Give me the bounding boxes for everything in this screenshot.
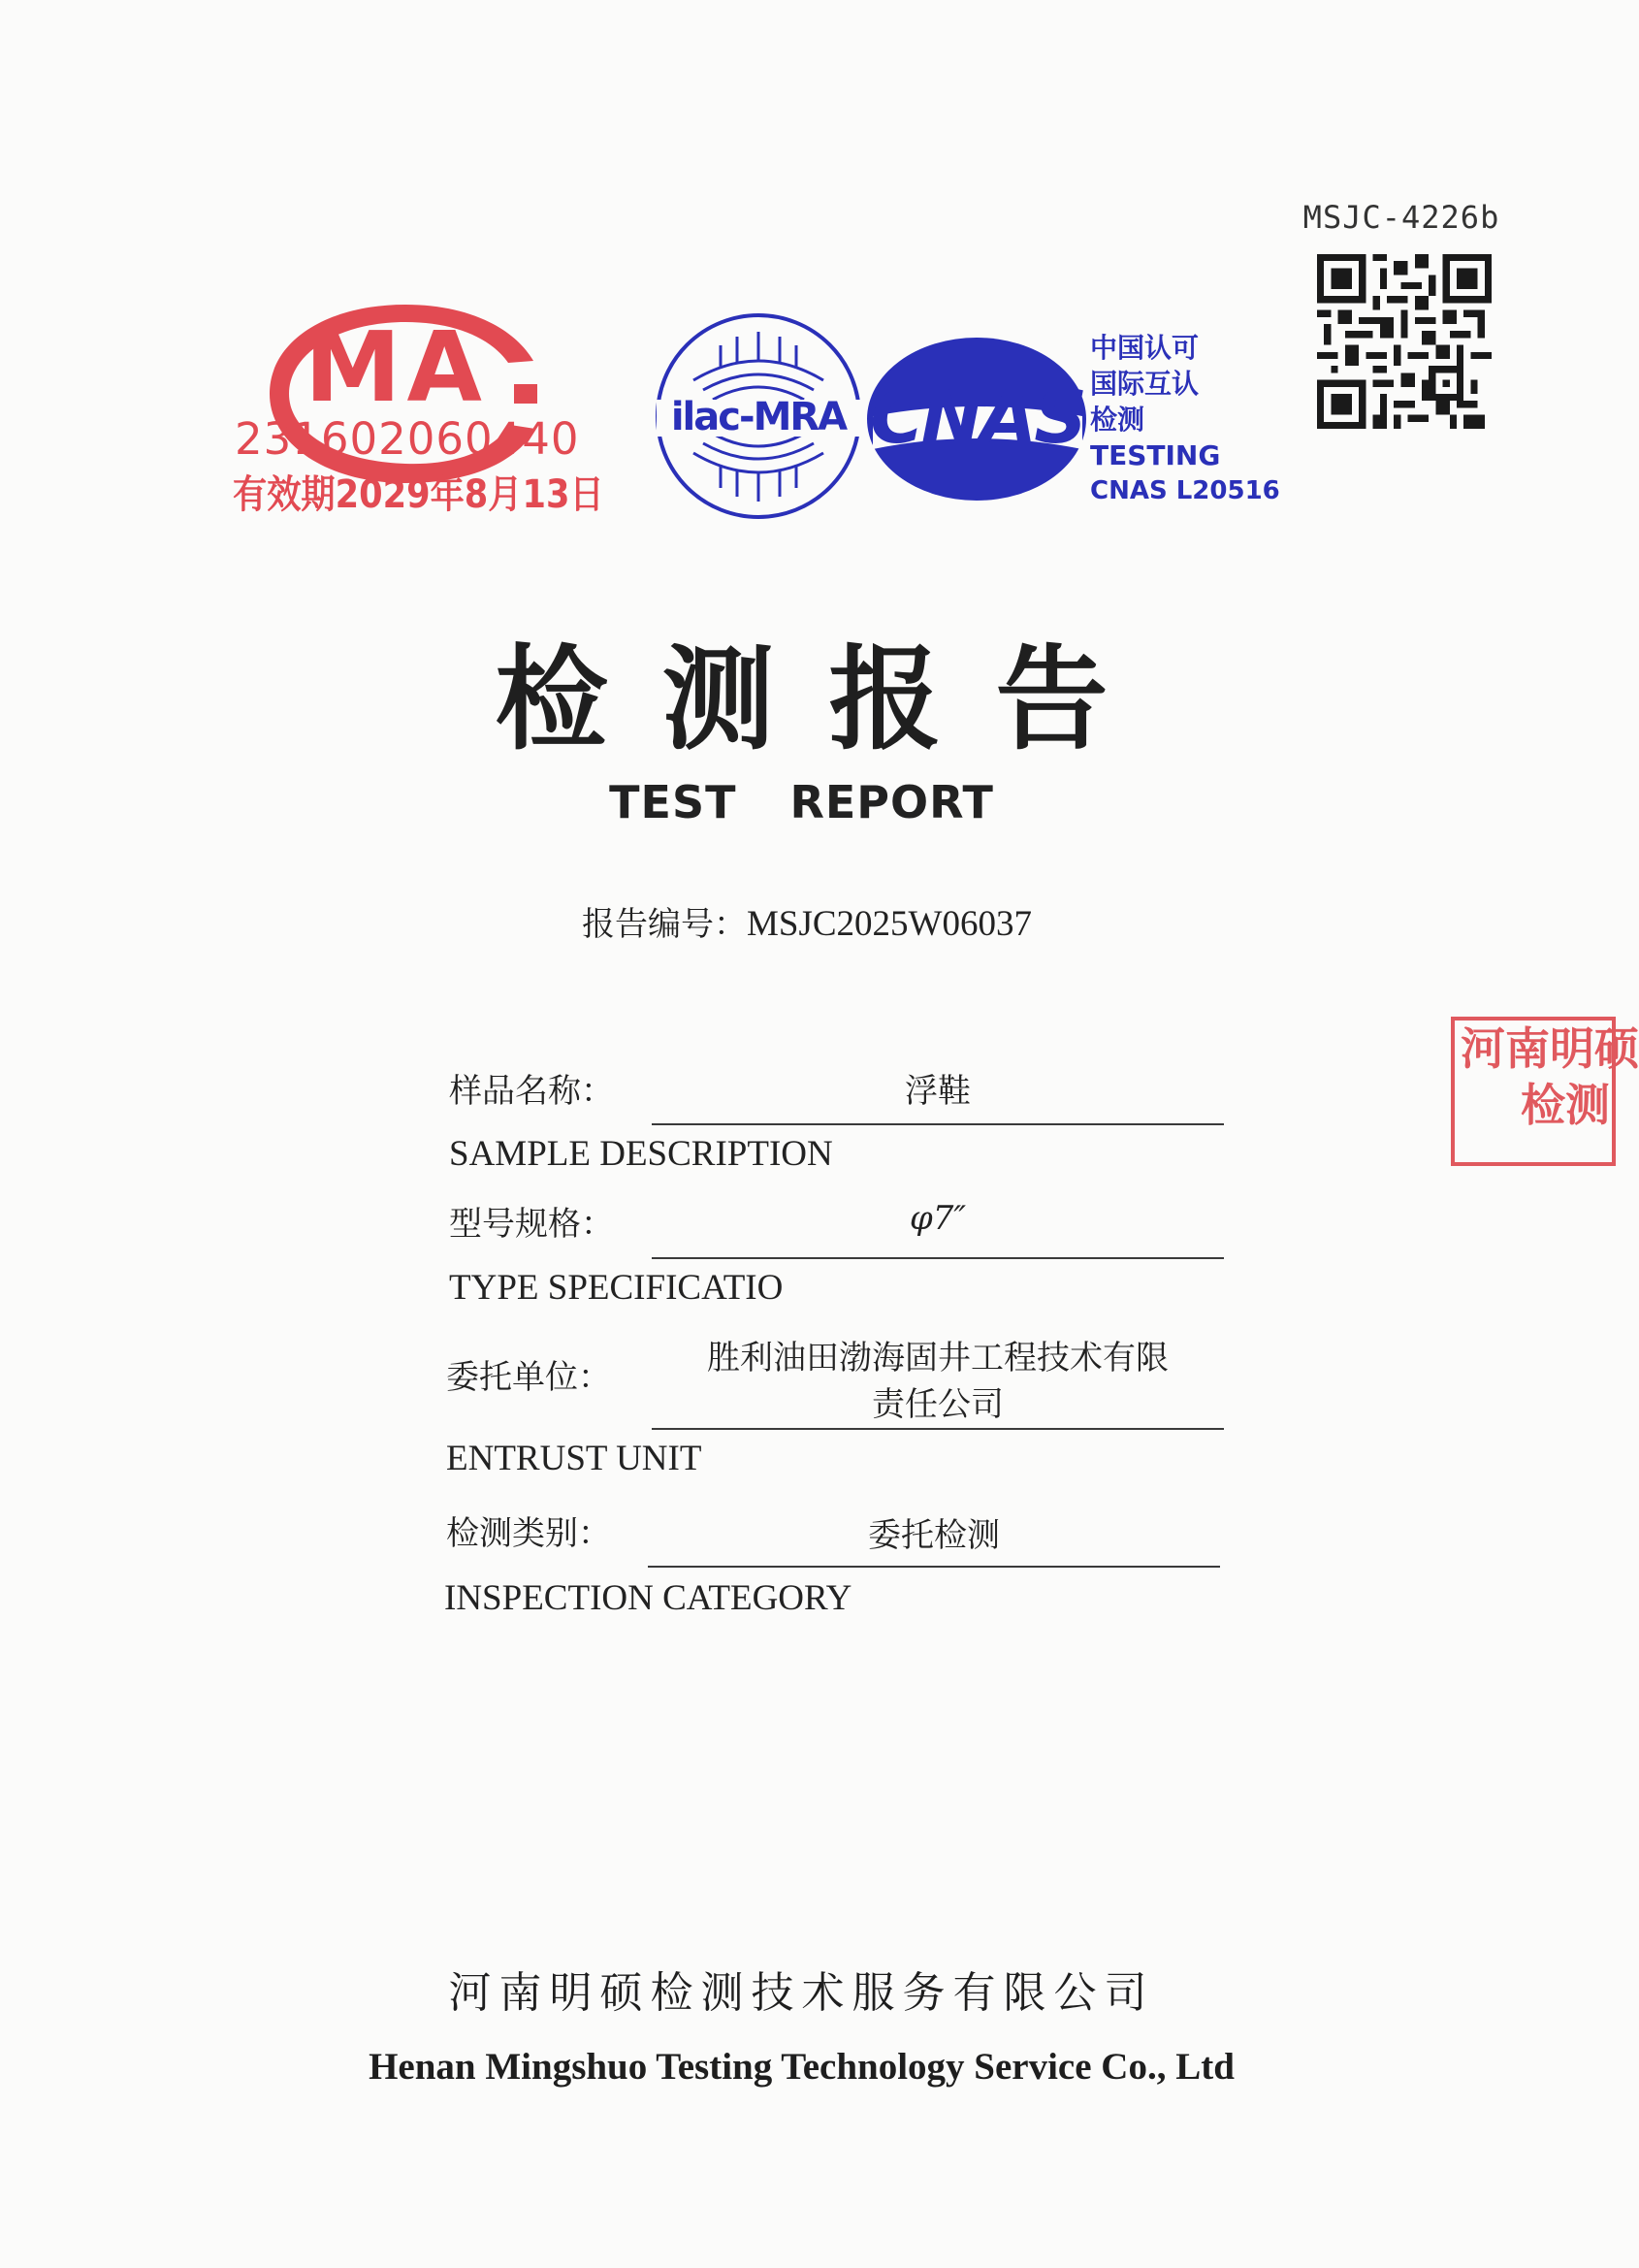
type-label-en: TYPE SPECIFICATIO	[449, 1268, 784, 1308]
cnas-line-4: TESTING	[1090, 439, 1221, 471]
category-value: 委托检测	[868, 1516, 1000, 1555]
stamp-line-1: 河南明硕	[1461, 1022, 1639, 1075]
cnas-line-1: 中国认可	[1090, 332, 1200, 364]
category-underline	[648, 1566, 1220, 1568]
cnas-line-3: 检测	[1090, 404, 1145, 436]
entrust-label-cn: 委托单位：	[446, 1358, 611, 1397]
entrust-value-line1: 胜利油田渤海固井工程技术有限	[707, 1339, 1169, 1377]
report-title-cn: 检测报告	[495, 633, 1163, 765]
sample-underline	[652, 1123, 1224, 1125]
ilac-logo-text: ilac-MRA	[670, 395, 847, 439]
category-label-en: INSPECTION CATEGORY	[444, 1578, 852, 1618]
entrust-underline	[652, 1428, 1224, 1430]
document-code: MSJC-4226b	[1302, 199, 1500, 236]
stamp-line-2: 检测	[1521, 1079, 1610, 1131]
sample-label-en: SAMPLE DESCRIPTION	[449, 1134, 833, 1174]
type-label-cn: 型号规格：	[449, 1205, 614, 1244]
qr-code	[1317, 254, 1492, 429]
report-number-label: 报告编号：	[582, 905, 747, 944]
sample-value: 浮鞋	[905, 1072, 971, 1111]
company-seal-stamp	[1451, 1017, 1639, 1166]
type-underline	[652, 1257, 1224, 1259]
cma-number: 231602060440	[235, 413, 580, 465]
cnas-line-2: 国际互认	[1090, 368, 1200, 400]
cnas-line-5: CNAS L20516	[1090, 476, 1280, 505]
cma-validity: 有效期2029年8月13日	[233, 472, 604, 517]
cma-logo-text: MA	[305, 310, 488, 424]
report-number-value: MSJC2025W06037	[747, 904, 1032, 944]
company-name-cn: 河南明硕检测技术服务有限公司	[448, 1968, 1155, 2018]
report-title-en: TEST REPORT	[609, 776, 994, 828]
report-number	[582, 897, 1032, 945]
sample-label-cn: 样品名称：	[449, 1072, 614, 1111]
entrust-label-en: ENTRUST UNIT	[446, 1439, 702, 1478]
cnas-logo-text: CNAS	[870, 373, 1084, 460]
company-name-en: Henan Mingshuo Testing Technology Service Co., Ltd	[369, 2046, 1235, 2088]
type-value: φ7″	[909, 1199, 967, 1238]
cnas-accreditation-text	[1090, 330, 1280, 509]
category-label-cn: 检测类别：	[446, 1514, 611, 1553]
entrust-value-line2: 责任公司	[872, 1385, 1004, 1424]
